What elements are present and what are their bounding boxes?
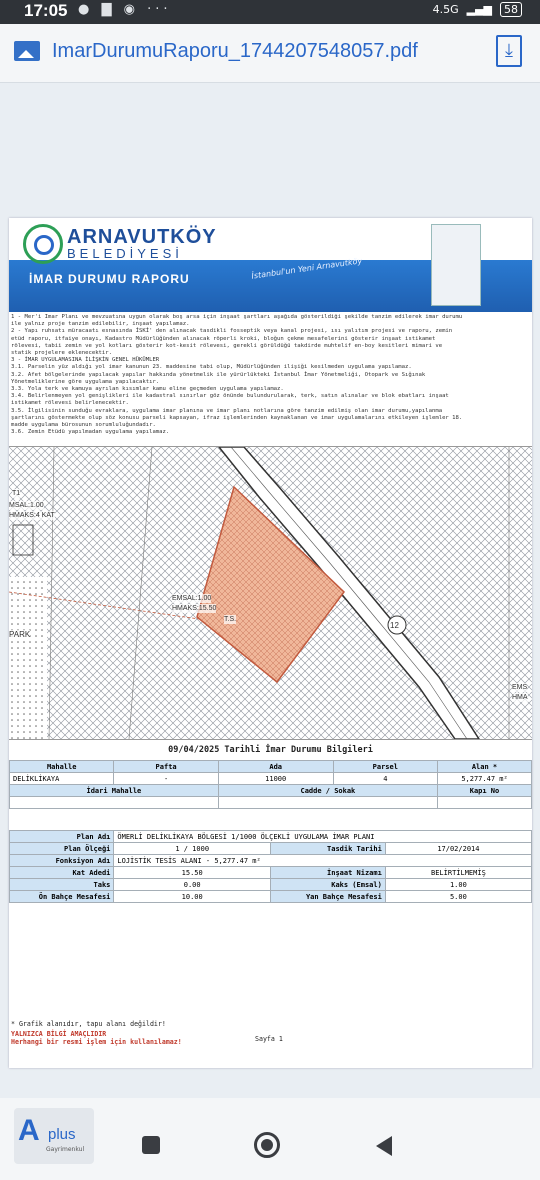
approval-value: 17/02/2014: [385, 843, 531, 855]
map-drawing: [9, 447, 532, 739]
status-bar: [0, 0, 540, 24]
map-label-hmaks: HMAKS:15.50: [172, 605, 217, 612]
notification-icons: ● ▇ ◉ ···: [78, 2, 172, 17]
warning-line-2: Herhangi bir resmi işlem için kullanılamaz!: [11, 1038, 182, 1046]
function-value: LOJİSTİK TESİS ALANI - 5,277.47 m²: [114, 855, 532, 867]
kaks-value: 1.00: [385, 879, 531, 891]
app-bar: [0, 24, 540, 83]
header-cell: İdari Mahalle: [10, 785, 219, 797]
function-label: Fonksiyon Adı: [10, 855, 114, 867]
tower-illustration-icon: [431, 224, 481, 306]
approval-label: Tasdik Tarihi: [270, 843, 385, 855]
front-garden-label: Ön Bahçe Mesafesi: [10, 891, 114, 903]
map-label-left-hmaks: HMAKS:4 KAT: [9, 512, 55, 519]
plan-name-value: ÖMERLİ DELİKLİKAYA BÖLGESİ 1/1000 ÖLÇEKLİ UYGULAMA İMAR PLANI: [114, 831, 532, 843]
kaks-label: Kaks (Emsal): [270, 879, 385, 891]
table-row: [10, 867, 532, 879]
empty-cell: [438, 797, 532, 809]
watermark-a-icon: A: [18, 1114, 40, 1147]
watermark-logo: [14, 1108, 94, 1164]
map-label-emsal: EMSAL:1.00: [172, 595, 212, 602]
clock: 17:05: [24, 1, 68, 20]
taks-value: 0.00: [114, 879, 271, 891]
pdf-viewer[interactable]: [0, 83, 540, 1098]
table-row: [10, 843, 532, 855]
order-label: İnşaat Nizamı: [270, 867, 385, 879]
header-cell: Kapı No: [438, 785, 532, 797]
page-number: Sayfa 1: [255, 1035, 283, 1043]
floors-value: 15.50: [114, 867, 271, 879]
map-label-right-hmaks: HMA: [512, 694, 528, 701]
signal-icon: ▂▄▆: [466, 3, 492, 16]
section-title: 09/04/2025 Tarihli İmar Durumu Bilgileri: [168, 745, 373, 755]
battery-icon: 58: [500, 2, 522, 17]
report-title: İMAR DURUMU RAPORU: [29, 272, 190, 286]
file-name: ImarDurumuRaporu_1744207548057.pdf: [52, 40, 418, 62]
map-label-left-emsal: MSAL:1.00: [9, 502, 44, 509]
report-banner: [9, 218, 532, 313]
side-garden-label: Yan Bahçe Mesafesi: [270, 891, 385, 903]
table-row: [10, 855, 532, 867]
table-row: [10, 797, 532, 809]
pdf-page: [9, 218, 532, 1068]
recent-apps-icon[interactable]: [142, 1136, 160, 1154]
network-label: 4.5G: [432, 3, 459, 16]
map-label-right-emsal: EMS: [512, 684, 528, 691]
logo-mark-icon: [23, 224, 63, 264]
table-row: [10, 785, 532, 797]
header-cell: Mahalle: [10, 761, 114, 773]
watermark-subtitle: Gayrimenkul: [46, 1146, 85, 1153]
header-cell: Cadde / Sokak: [218, 785, 437, 797]
map-label-t1: T1: [12, 490, 21, 497]
slogan: İstanbul'un Yeni Arnavutköy: [250, 256, 363, 281]
side-garden-value: 5.00: [385, 891, 531, 903]
floors-label: Kat Adedi: [10, 867, 114, 879]
mahalle-value: DELİKLİKAYA: [10, 773, 114, 785]
header-cell: Alan *: [438, 761, 532, 773]
status-right: [433, 2, 522, 17]
ada-value: 11000: [218, 773, 333, 785]
zoning-map: [9, 446, 532, 740]
parsel-value: 4: [333, 773, 437, 785]
empty-cell: [10, 797, 219, 809]
table-row: [10, 891, 532, 903]
parcel-table: [9, 760, 532, 809]
table-row: [10, 761, 532, 773]
municipality-name: ARNAVUTKÖY: [67, 226, 217, 248]
navigation-bar: [0, 1098, 540, 1180]
order-value: BELİRTİLMEMİŞ: [385, 867, 531, 879]
back-icon[interactable]: [376, 1136, 392, 1156]
header-cell: Parsel: [333, 761, 437, 773]
home-icon[interactable]: [254, 1132, 280, 1158]
download-icon[interactable]: ⤓: [496, 35, 522, 67]
header-cell: Pafta: [114, 761, 218, 773]
table-row: [10, 831, 532, 843]
plan-table: [9, 830, 532, 903]
table-row: [10, 773, 532, 785]
plan-scale-value: 1 / 1000: [114, 843, 271, 855]
rules-text: 1 - Mer'i İmar Planı ve mevzuatına uygun olarak boş arsa için inşaat şartları aşağıda gösterildiği şekilde tanzim edilerek imar durumu ile yalnız proje tanzim edilebilir, inşaat yapılamaz. 2 - Yapı ruhsatı müracaatı esnasında İSKİ' den alınacak tasdikli fosseptik veya kanal projesi, ısı yalıtım projesi ve raporu, zemin etüd raporu, itfaiye onayı, Kadastro Müdürlüğünden alınacak röperli kroki, bloğun çekme mesafelerini gösterir inşaat istikamet rölevesi, tabii zemin ve yol kotları gösterir kot-kesit rölevesi, gerekli görüldüğü takdirde muhtelif en-boy kesitleri mimari ve statik projelere eklenecektir. 3 - İMAR UYGULAMASINA İLİŞKİN GENEL HÜKÜMLER 3.1. Parselin yüz aldığı yol imar kanunun 23. maddesine tabi olup, Müdürlüğünden ilişiği kesilmeden uygulama yapılamaz. 3.2. Afet bölgelerinde yapılacak yapılar hakkında yönetmelik ile yürürlükteki İstanbul İmar Yönetmeliği, Otopark ve Sığınak Yönetmeliklerine göre uygulama yapılacaktır. 3.3. Yola terk ve kamuya ayrılan kısımlar kamu eline geçmeden uygulama yapılamaz. 3.4. Belirlenmeyen yol genişlikleri ile kadastral sınırlar göz önünde bulundurularak, terk, satın alınalar ve blok ebatları inşaat istikamet rölevesi belirlenecektir. 3.5. İlgilisinin sunduğu evraklara, uygulama imar planına ve imar planı notlarına göre tanzim edilmiş olan imar durumu,yapılanma şartlarını göstermekte olup söz konusu parseli kapsayan, ifraz işlemlerinden kaynaklanan ve imar uygulamalarını etkileyen işlemler 18. madde uygulama bürosunun sorumluluğundadır. 3.6. Zemin Etüdü yapılmadan uygulama yapılamaz.: [11, 314, 463, 436]
warning-line-1: YALNIZCA BİLGİ AMAÇLIDIR: [11, 1030, 107, 1038]
road-number: 12: [390, 621, 399, 630]
plan-scale-label: Plan Ölçeği: [10, 843, 114, 855]
table-row: [10, 879, 532, 891]
pdf-file-icon: [14, 41, 40, 61]
watermark-brand: plus: [48, 1126, 76, 1143]
empty-cell: [218, 797, 437, 809]
pafta-value: -: [114, 773, 218, 785]
municipality-logo: [23, 224, 217, 264]
graphic-note: * Grafik alanıdır, tapu alanı değildir!: [11, 1020, 166, 1028]
front-garden-value: 10.00: [114, 891, 271, 903]
map-label-park: PARK: [9, 630, 31, 639]
taks-label: Taks: [10, 879, 114, 891]
alan-value: 5,277.47 m²: [438, 773, 532, 785]
map-label-ts: T.S.: [224, 616, 237, 623]
municipality-subtitle: BELEDİYESİ: [67, 246, 183, 261]
plan-name-label: Plan Adı: [10, 831, 114, 843]
header-cell: Ada: [218, 761, 333, 773]
